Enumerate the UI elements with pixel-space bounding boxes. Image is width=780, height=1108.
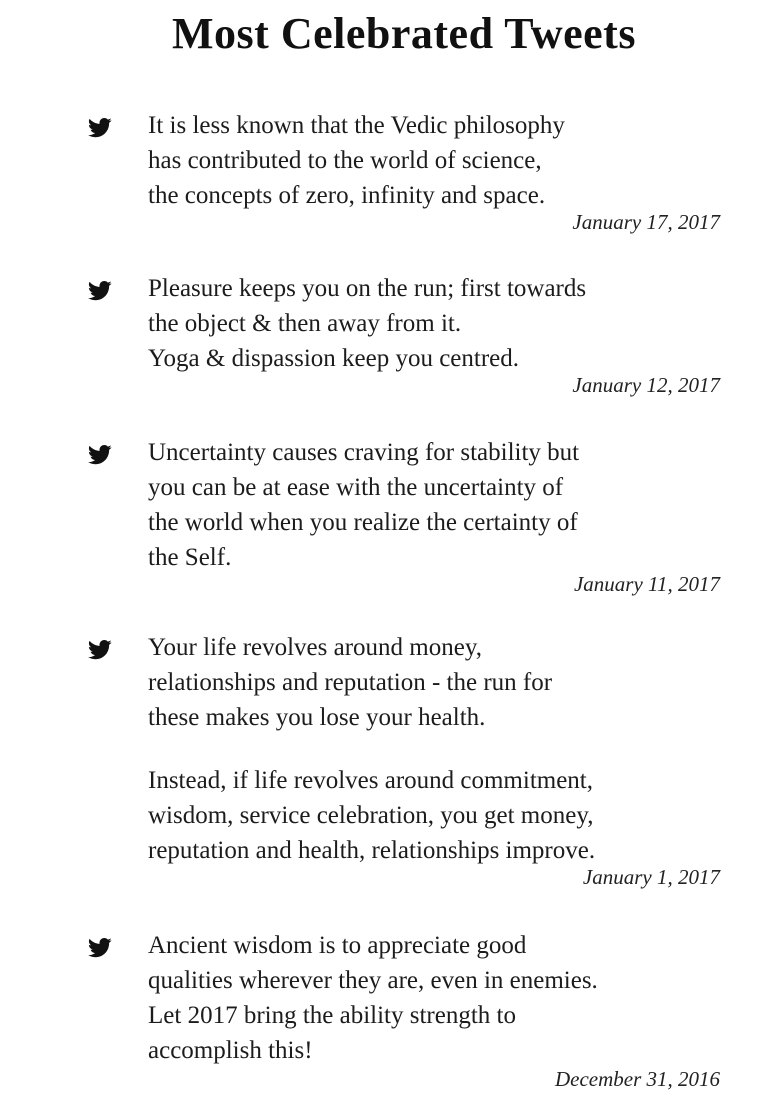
page-title: Most Celebrated Tweets bbox=[172, 9, 636, 58]
tweet-text-line: reputation and health, relationships improve. bbox=[148, 837, 596, 864]
twitter-bird-icon bbox=[88, 640, 112, 660]
tweet-date: January 12, 2017 bbox=[572, 373, 720, 397]
tweet-text-line: relationships and reputation - the run for bbox=[148, 669, 553, 696]
tweet-text-line: you can be at ease with the uncertainty of bbox=[148, 474, 564, 501]
paragraph-spacer bbox=[148, 735, 748, 763]
tweet-text-line: the Self. bbox=[148, 544, 232, 571]
tweet-date: January 1, 2017 bbox=[582, 865, 720, 889]
tweet-date: December 31, 2016 bbox=[554, 1067, 720, 1091]
twitter-bird-icon bbox=[88, 445, 112, 465]
tweet-text-line: Instead, if life revolves around commitment, bbox=[148, 767, 594, 794]
tweet-text-line: Let 2017 bring the ability strength to bbox=[148, 1002, 516, 1029]
tweet-text-line: Pleasure keeps you on the run; first towards bbox=[148, 275, 587, 302]
twitter-bird-icon bbox=[88, 938, 112, 958]
tweet-text-line: It is less known that the Vedic philosophy bbox=[148, 112, 565, 139]
twitter-bird-icon bbox=[88, 118, 112, 138]
twitter-bird-icon bbox=[88, 281, 112, 301]
tweet-text-line: the concepts of zero, infinity and space. bbox=[148, 182, 546, 209]
tweet-text-line: these makes you lose your health. bbox=[148, 704, 486, 731]
tweet-text-line: Yoga & dispassion keep you centred. bbox=[148, 345, 520, 372]
tweet-date: January 11, 2017 bbox=[573, 572, 720, 596]
tweet-date: January 17, 2017 bbox=[572, 210, 720, 234]
tweet-text-line: wisdom, service celebration, you get money, bbox=[148, 802, 594, 829]
tweet-text-line: Your life revolves around money, bbox=[148, 634, 482, 661]
tweet-text-line: accomplish this! bbox=[148, 1037, 313, 1064]
tweet-text-line: the world when you realize the certainty of bbox=[148, 509, 578, 536]
tweet-text-line: has contributed to the world of science, bbox=[148, 147, 542, 174]
tweet-text-line: qualities wherever they are, even in enemies. bbox=[148, 967, 598, 994]
tweet-text-line: Ancient wisdom is to appreciate good bbox=[148, 932, 527, 959]
tweet-text-line: Uncertainty causes craving for stability but bbox=[148, 439, 580, 466]
tweet-text-line: the object & then away from it. bbox=[148, 310, 462, 337]
